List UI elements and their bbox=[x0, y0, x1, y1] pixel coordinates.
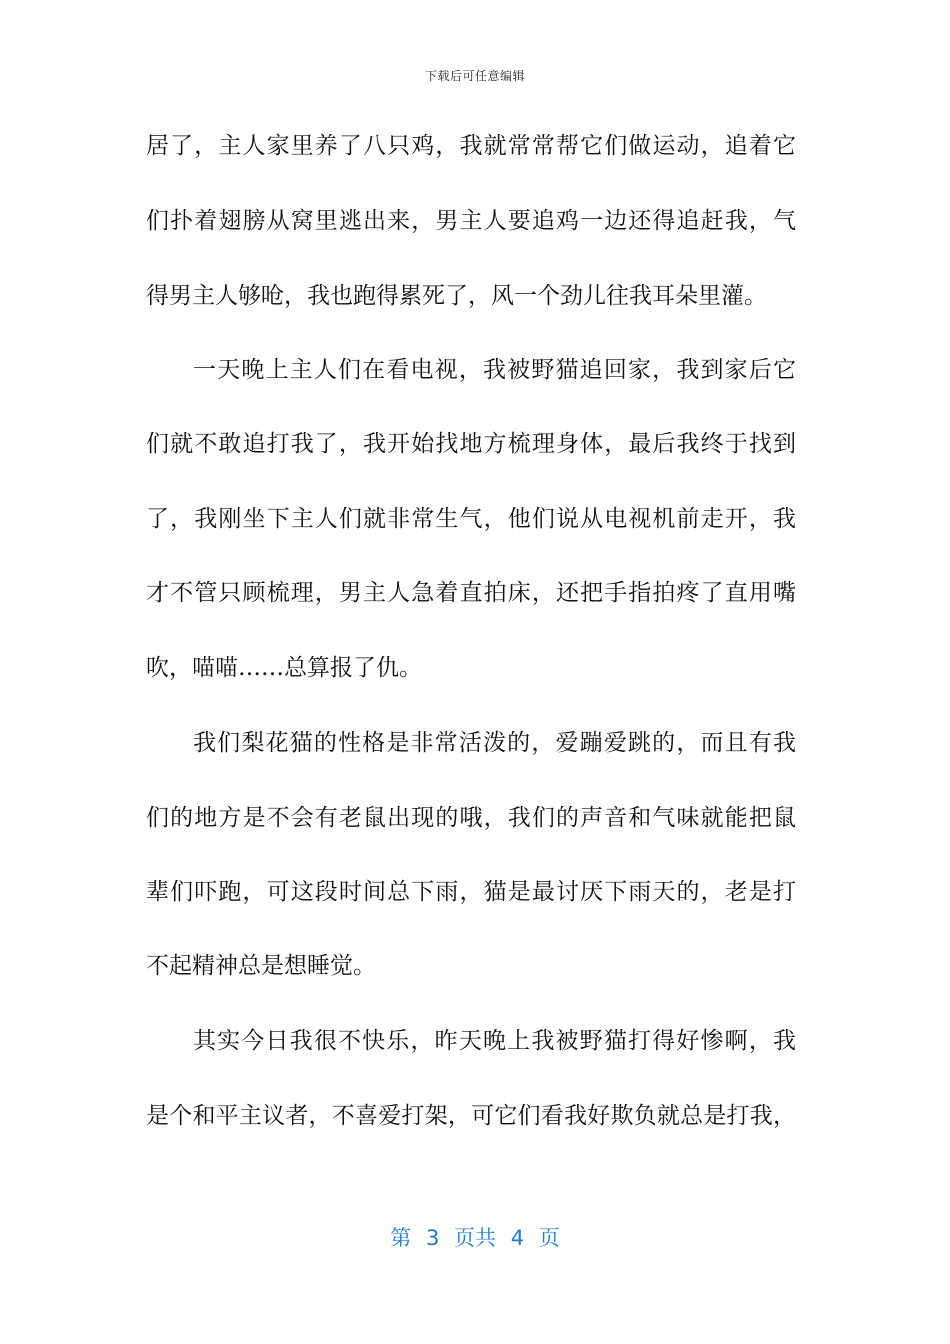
footer-current-page: 3 bbox=[425, 1226, 440, 1250]
footer-prefix: 第 bbox=[390, 1226, 412, 1250]
footer-total-pages: 4 bbox=[510, 1226, 525, 1250]
footer-suffix: 页 bbox=[538, 1226, 560, 1250]
paragraph-2-line-1: 一天晚上主人们在看电视，我被野猫追回家，我到家后它 bbox=[193, 357, 796, 383]
paragraph-1-line-2: 们扑着翅膀从窝里逃出来，男主人要追鸡一边还得追赶我，气 bbox=[146, 208, 796, 234]
paragraph-2-line-3: 了，我刚坐下主人们就非常生气，他们说从电视机前走开，我 bbox=[146, 506, 796, 532]
page-number-footer bbox=[0, 1222, 950, 1252]
paragraph-3-line-3: 辈们吓跑，可这段时间总下雨，猫是最讨厌下雨天的，老是打 bbox=[146, 879, 796, 905]
paragraph-3-line-1: 我们梨花猫的性格是非常活泼的，爱蹦爱跳的，而且有我 bbox=[193, 730, 796, 756]
paragraph-2-line-5: 吹，喵喵……总算报了仇。 bbox=[146, 655, 422, 681]
paragraph-4-line-2: 是个和平主议者，不喜爱打架，可它们看我好欺负就总是打我， bbox=[146, 1103, 796, 1129]
paragraph-2-line-2: 们就不敢追打我了，我开始找地方梳理身体，最后我终于找到 bbox=[146, 431, 796, 457]
paragraph-3-line-2: 们的地方是不会有老鼠出现的哦，我们的声音和气味就能把鼠 bbox=[146, 805, 796, 831]
paragraph-1-line-3: 得男主人够呛，我也跑得累死了，风一个劲儿往我耳朵里灌。 bbox=[146, 283, 767, 309]
page-header-note: 下载后可任意编辑 bbox=[424, 69, 525, 83]
paragraph-1-line-1: 居了，主人家里养了八只鸡，我就常常帮它们做运动，追着它 bbox=[146, 133, 796, 159]
paragraph-2-line-4: 才不管只顾梳理，男主人急着直拍床，还把手指拍疼了直用嘴 bbox=[146, 580, 796, 606]
paragraph-4-line-1: 其实今日我很不快乐，昨天晚上我被野猫打得好惨啊，我 bbox=[193, 1028, 796, 1054]
paragraph-3-line-4: 不起精神总是想睡觉。 bbox=[146, 953, 376, 979]
footer-middle: 页共 bbox=[454, 1226, 496, 1250]
